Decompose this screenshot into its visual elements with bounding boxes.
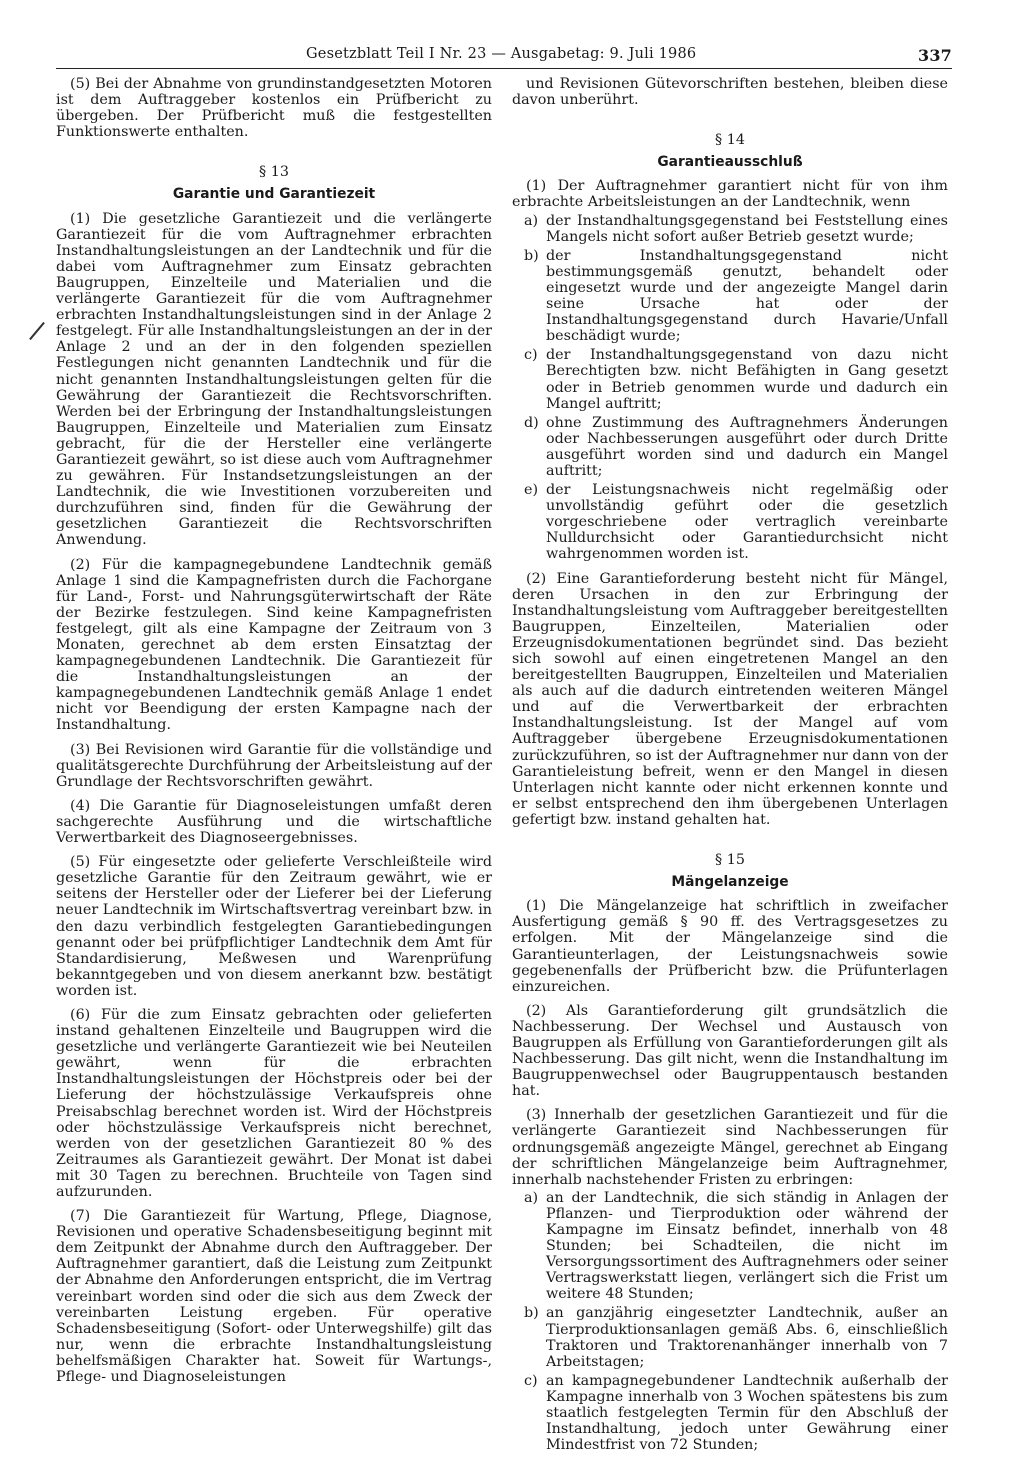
right-column xyxy=(512,76,948,1461)
exclusion-list xyxy=(512,213,948,563)
paragraph: (7) Die Garantiezeit für Wartung, Pflege, Diagnose, Revisionen und operative Schadensbeseitigung beginnt mit dem Zeitpunkt der Abnahme durch den Auftraggeber. Der Auftragnehmer garantiert, daß die Leistung zum Zeitpunkt der Abnahme den Anforderungen entspricht, die im Vertrag vereinbart worden sind oder die sich aus dem Zweck der vereinbarten Leistung ergeben. Für operative Schadensbeseitigung (Sofort- oder Unterwegshilfe) gilt das nur, wenn die erbrachte Instandhaltungsleistung behelfsmäßigen Charakter hat. Soweit für Wartungs-, Pflege- und Diagnoseleistungen xyxy=(56,1208,492,1386)
list-item: c) der Instandhaltungsgegenstand von dazu nicht Berechtigten bzw. nicht Befähigten in Gang gesetzt oder in Betrieb genommen wurde und dadurch ein Mangel auftritt; xyxy=(524,347,948,412)
page-header xyxy=(56,44,952,69)
left-column xyxy=(56,76,492,1393)
margin-pencil-mark xyxy=(29,322,45,340)
deadline-list xyxy=(512,1190,948,1454)
list-item: a) an der Landtechnik, die sich ständig in Anlagen der Pflanzen- und Tierproduktion oder während der Kampagne im Einsatz befindet, innerhalb von 48 Stunden; bei Schadteilen, die nicht im Versorgungssortiment des Auftragnehmers oder seiner Vertragswerkstatt liegen, verlängert sich die Frist um weitere 48 Stunden; xyxy=(524,1189,948,1303)
paragraph: (5) Für eingesetzte oder gelieferte Verschleißteile wird gesetzliche Garantie für den Zeitraum gewährt, wie er seitens der Hersteller oder der Lieferer bei der Lieferung neuer Landtechnik im Wirtschaftsvertrag vereinbart bzw. in den dazu verbindlich festgelegten Garantiebedingungen genannt oder bei prüfpflichtiger Landtechnik dem Amt für Standardisierung, Meßwesen und Warenprüfung bekanntgegeben und von diesem anerkannt bzw. bestätigt worden ist. xyxy=(56,854,492,999)
paragraph: (2) Als Garantieforderung gilt grundsätzlich die Nachbesserung. Der Wechsel und Austausch von Baugruppen als Erfüllung von Garantieforderungen gilt als Nachbesserung. Das gilt nicht, wenn die Instandhaltung im Baugruppenwechsel oder Baugruppentausch bestanden hat. xyxy=(512,1002,948,1100)
paragraph: (1) Der Auftragnehmer garantiert nicht für von ihm erbrachte Arbeitsleistungen an der Landtechnik, wenn xyxy=(512,178,948,211)
section-15-heading: § 15 xyxy=(715,852,745,869)
paragraph: (1) Die gesetzliche Garantiezeit und die verlängerte Garantiezeit für die vom Auftragnehmer erbrachten Instandhaltungsleistungen an der Landtechnik und für die dabei vom Auftragnehmer zum Einsatz gebrachten Baugruppen, Einzelteile und Materialien und die verlängerte Garantiezeit für die vom Auftragnehmer erbrachten Instandhaltungsleistungen sind in der Anlage 2 festgelegt. Für alle Instandhaltungsleistungen an der in der Anlage 2 und an der in den folgenden speziellen Festlegungen nicht genannten Landtechnik und für die nicht genannten Instandhaltungsleistungen gelten für die Gewährung der Garantiezeit die Rechtsvorschriften. Werden bei der Erbringung der Instandhaltungsleistungen Baugruppen, Einzelteile und Materialien zum Einsatz gebracht, für die der Hersteller eine verlängerte Garantiezeit gewährt, so ist diese auch vom Auftragnehmer zu gewähren. Für Instandsetzungsleistungen an der Landtechnik, die wie Investitionen vorzubereiten und durchzuführen sind, finden für die Gewährung der gesetzlichen Garantiezeit die Rechtsvorschriften Anwendung. xyxy=(56,210,492,549)
paragraph: (3) Innerhalb der gesetzlichen Garantiezeit und für die verlängerte Garantiezeit sind Nachbesserungen für ordnungsgemäß angezeigte Mängel, gerechnet ab Eingang der schriftlichen Mängelanzeige beim Auftragnehmer, innerhalb nachstehender Fristen zu erbringen: xyxy=(512,1107,948,1188)
section-15-title: Mängelanzeige xyxy=(671,874,789,891)
list-item: b) der Instandhaltungsgegenstand nicht bestimmungsgemäß genutzt, behandelt oder eingesetzt wurde und der angezeigte Mangel darin seine Ursache hat oder der Instandhaltungsgegenstand durch Havarie/Unfall beschädigt wurde; xyxy=(524,247,948,345)
paragraph: (1) Die Mängelanzeige hat schriftlich in zweifacher Ausfertigung gemäß § 90 ff. des Vertragsgesetzes zu erfolgen. Mit der Mängelanzeige sind die Garantieunterlagen, der Leistungsnachweis sowie gegebenenfalls der Prüfbericht bzw. die Prüfunterlagen einzureichen. xyxy=(512,898,948,995)
list-item: b) an ganzjährig eingesetzter Landtechnik, außer an Tierproduktionsanlagen gemäß Abs. 6, einschließlich Traktoren und Traktorenanhänger innerhalb von 7 Arbeitstagen; xyxy=(524,1305,948,1370)
paragraph: und Revisionen Gütevorschriften bestehen, bleiben diese davon unberührt. xyxy=(512,76,948,109)
paragraph: (2) Eine Garantieforderung besteht nicht für Mängel, deren Ursachen in den zur Erbringung der Instandhaltungsleistung vom Auftraggeber bereitgestellten Baugruppen, Einzelteilen, Materialien oder Erzeugnisdokumentationen begründet sind. Das bezieht sich sowohl auf einen eingetretenen Mangel an den bereitgestellten Baugruppen, Einzelteilen und Materialien als auch auf die dadurch eintretenden weiteren Mängel und auf die Verwertbarkeit der erbrachten Instandhaltungsleistung. Ist der Mangel auf vom Auftraggeber übergebene Erzeugnisdokumentationen zurückzuführen, so ist der Auftragnehmer nur dann von der Garantieleistung befreit, wenn er den Mangel in diesen Unterlagen nicht kannte oder nicht erkennen konnte und er selbst entsprechend den ihm übergebenen Unterlagen gefertigt bzw. instand gehalten hat. xyxy=(512,570,948,828)
section-14-title: Garantieausschluß xyxy=(657,154,803,171)
section-13-heading: § 13 xyxy=(259,164,289,181)
list-item: c) an kampagnegebundener Landtechnik außerhalb der Kampagne innerhalb von 3 Wochen spätestens bis zum staatlich festgelegten Termin für den Abschluß der Instandhaltung, jedoch unter Gewährung einer Mindestfrist von 72 Stunden; xyxy=(524,1372,948,1454)
section-14-heading: § 14 xyxy=(715,132,745,149)
paragraph: (4) Die Garantie für Diagnoseleistungen umfaßt deren sachgerechte Ausführung und die wirtschaftliche Verwertbarkeit des Diagnoseergebnisses. xyxy=(56,797,492,847)
list-item: d) ohne Zustimmung des Auftragnehmers Änderungen oder Nachbesserungen ausgeführt oder durch Dritte ausgeführt worden sind und dadurch ein Mangel auftritt; xyxy=(524,414,948,479)
gazette-title: Gesetzblatt Teil I Nr. 23 — Ausgabetag: 9. Juli 1986 xyxy=(306,46,697,62)
paragraph: (6) Für die zum Einsatz gebrachten oder gelieferten instand gehaltenen Einzelteile und Baugruppen wird die gesetzliche und verlängerte Garantiezeit wie bei Neuteilen gewährt, wenn für die erbrachten Instandhaltungsleistungen der Höchstpreis oder bei der Lieferung der höchstzulässige Verkaufspreis ohne Preisabschlag berechnet worden ist. Wird der Höchstpreis oder höchstzulässige Verkaufspreis nicht berechnet, werden von der gesetzlichen Garantiezeit 80 % des Zeitraumes als Garantiezeit gewährt. Der Monat ist dabei mit 30 Tagen zu berechnen. Bruchteile von Tagen sind aufzurunden. xyxy=(56,1006,492,1200)
paragraph: (5) Bei der Abnahme von grundinstandgesetzten Motoren ist dem Auftraggeber kostenlos ein Prüfbericht zu übergeben. Der Prüfbericht muß die festgestellten Funktionswerte enthalten. xyxy=(56,76,492,141)
page-number: 337 xyxy=(918,46,952,65)
section-13-title: Garantie und Garantiezeit xyxy=(172,186,376,203)
list-item: e) der Leistungsnachweis nicht regelmäßig oder unvollständig geführt oder die gesetzlich vorgeschriebene oder vertraglich vereinbarte Nulldurchsicht oder Garantiedurchsicht nicht wahrgenommen worden ist. xyxy=(524,482,948,563)
paragraph: (2) Für die kampagnegebundene Landtechnik gemäß Anlage 1 sind die Kampagnefristen durch die Fachorgane für Land-, Forst- und Nahrungsgüterwirtschaft der Räte der Bezirke festzulegen. Sind keine Kampagnefristen festgelegt, gilt als eine Kampagne der Zeitraum von 3 Monaten, gerechnet ab dem ersten Einsatztag der kampagnegebundenen Landtechnik. Die Garantiezeit für die Instandhaltungsleistungen an der kampagnegebundenen Landtechnik gemäß Anlage 1 endet nicht vor Beendigung der ersten Kampagne nach der Instandhaltung. xyxy=(56,556,492,734)
list-item: a) der Instandhaltungsgegenstand bei Feststellung eines Mangels nicht sofort außer Betrieb gesetzt wurde; xyxy=(524,212,948,245)
paragraph: (3) Bei Revisionen wird Garantie für die vollständige und qualitätsgerechte Durchführung der Arbeitsleistung auf der Grundlage der Rechtsvorschriften gewährt. xyxy=(56,741,492,790)
